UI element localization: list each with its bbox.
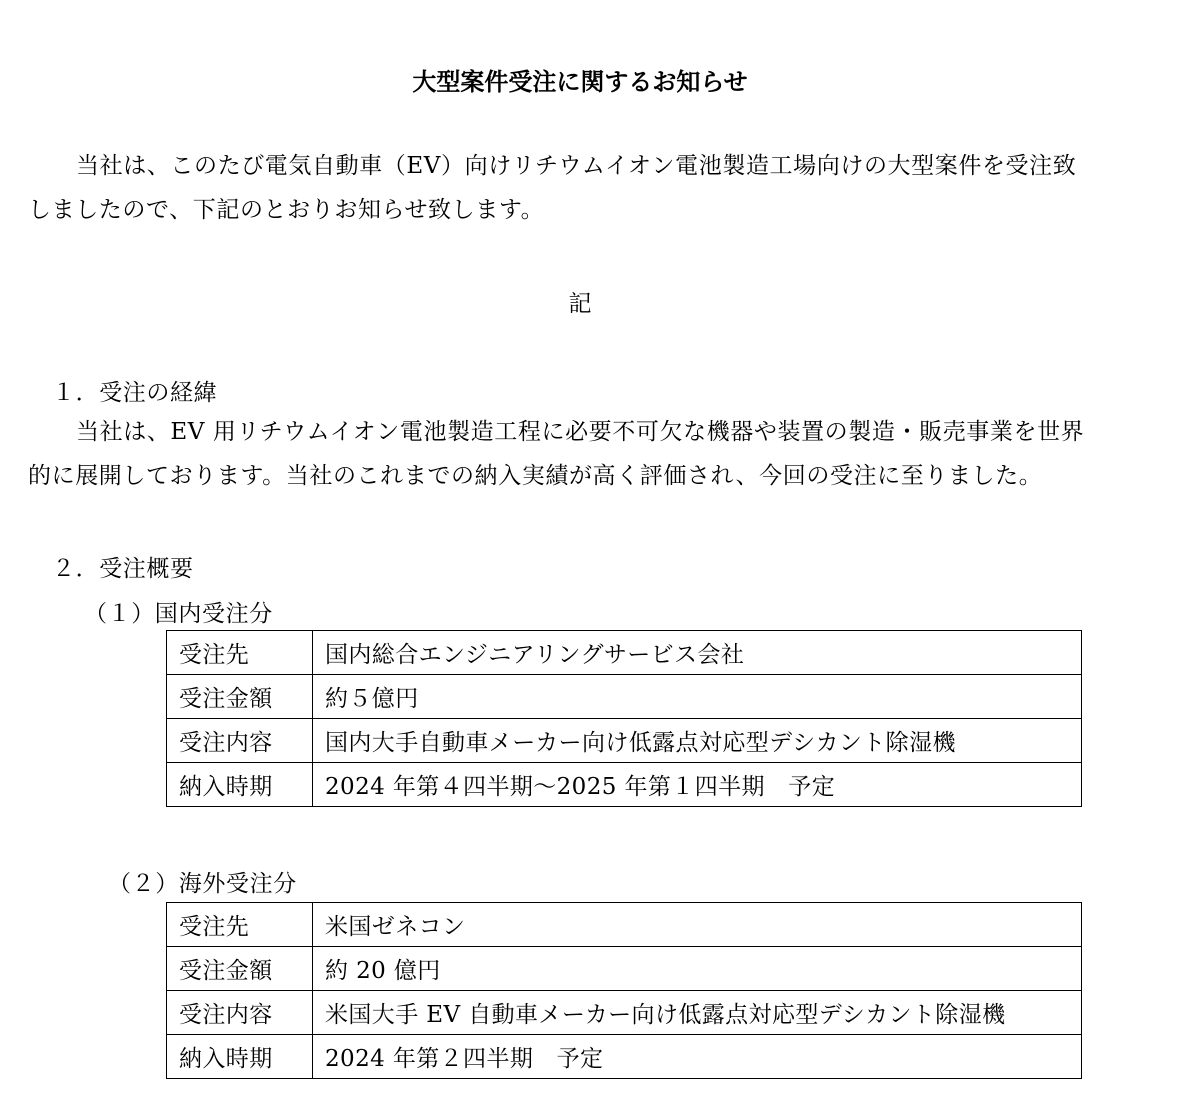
row-label: 受注金額 bbox=[167, 947, 313, 991]
row-value: 国内総合エンジニアリングサービス会社 bbox=[313, 631, 1082, 675]
row-value: 2024 年第２四半期 予定 bbox=[313, 1035, 1082, 1079]
overseas-heading: （２）海外受注分 bbox=[108, 871, 297, 897]
section1-heading: １．受注の経緯 bbox=[52, 380, 218, 406]
row-value: 米国大手 EV 自動車メーカー向け低露点対応型デシカント除湿機 bbox=[313, 991, 1082, 1035]
row-value: 約５億円 bbox=[313, 675, 1082, 719]
table-row bbox=[167, 763, 1082, 807]
row-label: 納入時期 bbox=[167, 1035, 313, 1079]
row-label: 受注先 bbox=[167, 903, 313, 947]
section1-paragraph bbox=[28, 410, 1122, 498]
row-value: 約 20 億円 bbox=[313, 947, 1082, 991]
row-label: 受注内容 bbox=[167, 719, 313, 763]
intro-line-2: しましたので、下記のとおりお知らせ致します。 bbox=[28, 197, 545, 223]
section1-line-2: 的に展開しております。当社のこれまでの納入実績が高く評価され、今回の受注に至りました。 bbox=[28, 463, 1043, 489]
row-label: 受注金額 bbox=[167, 675, 313, 719]
table-row bbox=[167, 719, 1082, 763]
intro-line-1: 当社は、このたび電気自動車（EV）向けリチウムイオン電池製造工場向けの大型案件を受注致 bbox=[76, 153, 1077, 179]
table-row bbox=[167, 631, 1082, 675]
intro-paragraph bbox=[28, 144, 1122, 232]
row-value: 国内大手自動車メーカー向け低露点対応型デシカント除湿機 bbox=[313, 719, 1082, 763]
table-row bbox=[167, 675, 1082, 719]
section2-heading: ２．受注概要 bbox=[52, 556, 194, 582]
overseas-order-table bbox=[166, 902, 1082, 1079]
section1-line-1: 当社は、EV 用リチウムイオン電池製造工程に必要不可欠な機器や装置の製造・販売事業を世界 bbox=[76, 419, 1085, 445]
document-title: 大型案件受注に関するお知らせ bbox=[412, 67, 748, 96]
table-row bbox=[167, 903, 1082, 947]
row-value: 米国ゼネコン bbox=[313, 903, 1082, 947]
row-value: 2024 年第４四半期～2025 年第１四半期 予定 bbox=[313, 763, 1082, 807]
row-label: 受注内容 bbox=[167, 991, 313, 1035]
ki-heading: 記 bbox=[568, 291, 592, 317]
table-row bbox=[167, 991, 1082, 1035]
row-label: 受注先 bbox=[167, 631, 313, 675]
domestic-order-table bbox=[166, 630, 1082, 807]
table-row bbox=[167, 947, 1082, 991]
table-row bbox=[167, 1035, 1082, 1079]
domestic-heading: （１）国内受注分 bbox=[84, 601, 273, 627]
row-label: 納入時期 bbox=[167, 763, 313, 807]
